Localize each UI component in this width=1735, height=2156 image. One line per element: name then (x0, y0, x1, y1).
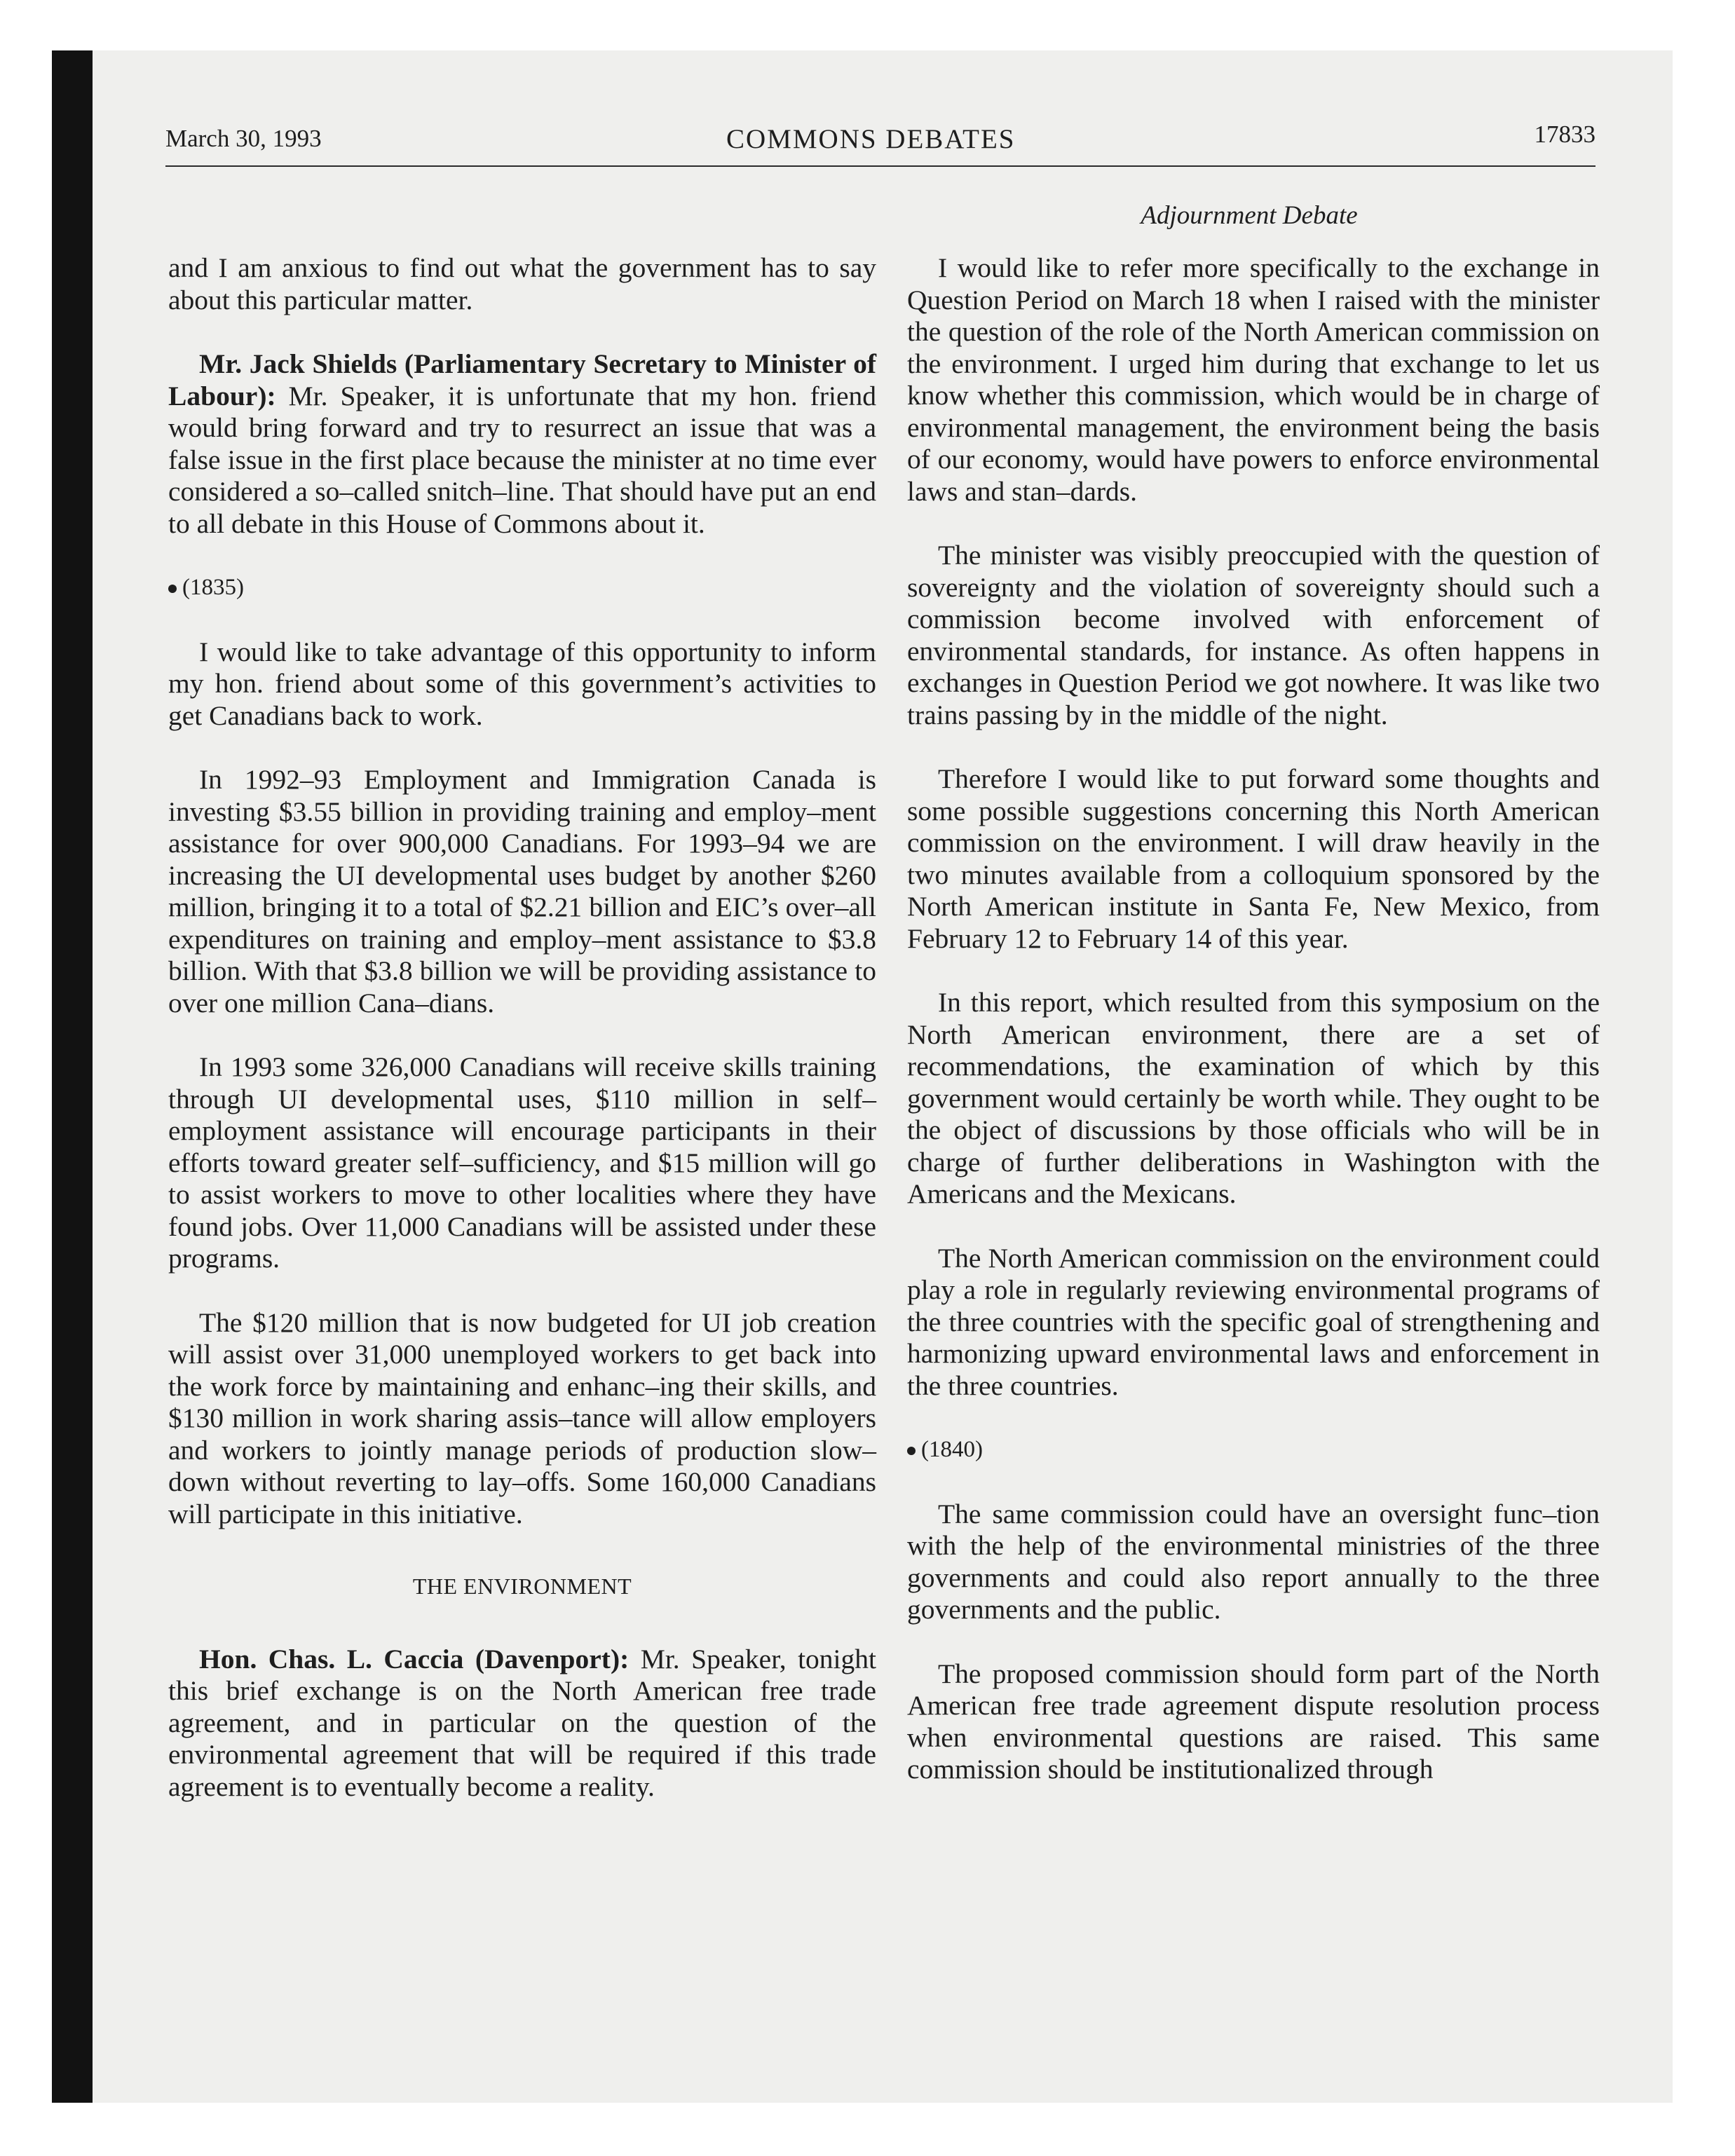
header-rule (165, 165, 1595, 167)
scan-binding-edge (52, 50, 93, 2103)
running-head: Adjournment Debate (1141, 201, 1358, 230)
header-date: March 30, 1993 (165, 125, 322, 152)
time-marker (907, 1434, 1600, 1466)
speaker-name: Mr. Jack Shields (Parliamentary Secretary to Minister of Labour): (168, 348, 876, 411)
header-title: COMMONS DEBATES (726, 124, 1016, 154)
page-header (165, 121, 1595, 170)
paragraph: I would like to take advantage of this opportunity to inform my hon. friend about some of this government’s activities to get Canadians back to work. (168, 636, 876, 731)
paragraph: The $120 million that is now budgeted for UI job creation will assist over 31,000 unemployed workers to get back into the work force by maintaining and enhanc–ing their skills, and $130 million in work sharing assis–tance will allow employers and workers to jointly manage periods of production slow–down without reverting to lay–offs. Some 160,000 Canadians will participate in this initiative. (168, 1306, 876, 1529)
bullet-icon (168, 585, 177, 593)
paragraph: In 1992–93 Employment and Immigration Canada is investing $3.55 billion in providing training and employ–ment assistance for over 900,000 Canadians. For 1993–94 we are increasing the UI developmental uses budget by another $260 million, bringing it to a total of $2.21 billion and EIC’s over–all expenditures on training and employ–ment assistance to $3.8 billion. With that $3.8 billion we will be providing assistance to over one million Cana–dians. (168, 764, 876, 1018)
paragraph: In 1993 some 326,000 Canadians will receive skills training through UI developmental uses, $110 million in self–employment assistance will encourage participants in their efforts toward greater self–sufficiency, and $15 million will go to assist workers to move to other localities where they have found jobs. Over 11,000 Canadians will be assisted under these programs. (168, 1051, 876, 1274)
speaker-name: Hon. Chas. L. Caccia (Davenport): (199, 1643, 630, 1674)
bullet-icon (907, 1447, 916, 1455)
time-marker-label: (1835) (182, 575, 244, 600)
time-marker-label: (1840) (921, 1437, 983, 1462)
paragraph: The minister was visibly preoccupied with the question of sovereignty and the violation of sovereignty should such a commission become involved with enforcement of environmental standards, for instance. As often happens in exchanges in Question Period we got nowhere. It was like two trains passing by in the middle of the night. (907, 540, 1600, 730)
paragraph: I would like to refer more specifically to the exchange in Question Period on March 18 when I raised with the minister the question of the role of the North American commission on the environment. I urged him during that exchange to let us know whether this commission, which would be in charge of environmental management, the environment being the basis of our economy, would have powers to enforce environmental laws and stan–dards. (907, 252, 1600, 507)
paragraph: Therefore I would like to put forward some thoughts and some possible suggestions concerning this North American commission on the environment. I will draw heavily in the two minutes available from a colloquium sponsored by the North American institute in Santa Fe, New Mexico, from February 12 to February 14 of this year. (907, 763, 1600, 954)
time-marker (168, 572, 876, 604)
paragraph: In this report, which resulted from this symposium on the North American environment, there are a set of recommendations, the examination of which by this government would certainly be worth while. They ought to be the object of discussions by those officials who will be in charge of further deliberations in Washington with the Americans and the Mexicans. (907, 987, 1600, 1209)
speech-text: Mr. Speaker, tonight this brief exchange is on the North American free trade agreement, and in particular on the question of the environmental agreement that will be required if this trade agreement is to eventually become a reality. (168, 1643, 877, 1802)
right-column (907, 252, 1600, 1818)
left-column (168, 252, 876, 1835)
paragraph (168, 1644, 876, 1803)
speech-text: Mr. Speaker, it is unfortunate that my hon. friend would bring forward and try to resurrect an issue that was a false issue in the first place because the minister at no time ever considered a so–called snitch–line. That should have put an end to all debate in this House of Commons about it. (168, 380, 876, 539)
paragraph (168, 348, 876, 540)
paragraph: The same commission could have an oversight func–tion with the help of the environmental ministries of the three governments and could also report annually to the three governments and the public. (907, 1498, 1600, 1625)
paragraph: and I am anxious to find out what the government has to say about this particular matter. (168, 252, 876, 315)
paragraph: The proposed commission should form part of the North American free trade agreement dispute resolution process when environmental questions are raised. This same commission should be institutionalized through (907, 1658, 1600, 1785)
section-heading: THE ENVIRONMENT (412, 1574, 632, 1599)
paragraph: The North American commission on the environment could play a role in regularly reviewing environmental programs of the three countries with the specific goal of strengthening and harmonizing upward environmental laws and enforcement in the three countries. (907, 1242, 1600, 1401)
page-number: 17833 (1534, 121, 1595, 148)
